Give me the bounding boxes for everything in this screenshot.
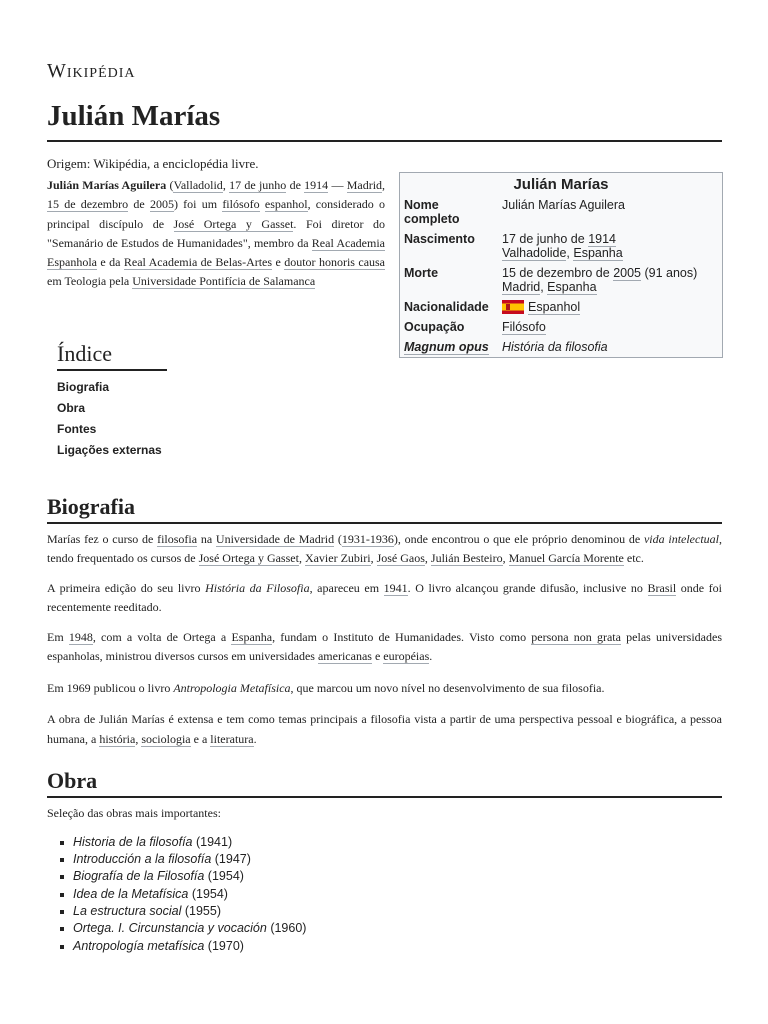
text: A primeira edição do seu livro: [47, 580, 206, 595]
infobox-value: [498, 263, 722, 297]
text: onde foi recentemente reeditado.: [47, 580, 722, 615]
link-madrid[interactable]: Madrid: [502, 280, 541, 294]
work-year: (1941): [192, 834, 233, 849]
list-item: [73, 868, 722, 885]
link-espanhol[interactable]: Espanhol: [528, 300, 581, 314]
infobox-row: [400, 337, 722, 357]
link-filosofo[interactable]: filósofo: [222, 197, 260, 212]
text: Em 1969 publicou o livro: [47, 680, 174, 695]
text: ,: [370, 551, 377, 566]
text: A obra de Julián Marías é extensa e tem como temas principais a filosofia vista a partir de uma perspectiva pessoal e biográfica, a pessoa humana, a: [47, 712, 722, 746]
link-valladolid[interactable]: Valladolid: [173, 178, 223, 192]
text: ,: [424, 551, 431, 566]
section-heading-biografia: Biografia: [47, 493, 722, 524]
subject-name: Julián Marías Aguilera: [47, 178, 167, 192]
link-persona-non-grata[interactable]: persona non grata: [531, 629, 621, 644]
text: (: [166, 178, 174, 192]
toc-heading: Índice: [57, 340, 167, 371]
spain-flag-icon: [502, 300, 524, 314]
link-literatura[interactable]: literatura: [210, 731, 254, 746]
text: ,: [540, 280, 548, 294]
work-year: (1954): [188, 886, 228, 901]
text: História da filosofia: [502, 340, 608, 354]
link-ortega[interactable]: José Ortega y Gasset: [173, 216, 294, 231]
text: —: [328, 178, 347, 192]
text: ,: [502, 551, 509, 566]
text: vida intelectual: [643, 531, 720, 546]
origin-note: Origem: Wikipédia, a enciclopédia livre.: [47, 156, 259, 171]
works-list: [47, 834, 722, 955]
obra-intro: Seleção das obras mais importantes:: [47, 806, 221, 821]
text: (: [334, 531, 342, 546]
text: , considerado o principal discípulo de: [47, 197, 386, 231]
wikipedia-logo[interactable]: Wikipédia: [47, 60, 136, 82]
infobox-key: [400, 337, 498, 357]
text: ,: [298, 551, 305, 566]
text: . Foi diretor do "Semanário de Estudos de Humanidades", membro da: [47, 216, 385, 250]
infobox-row: [400, 297, 722, 317]
list-item: [73, 903, 722, 920]
list-item: [73, 834, 722, 851]
link-espanha[interactable]: Espanha: [231, 629, 273, 644]
infobox-table: [400, 195, 722, 357]
text: ,: [382, 178, 386, 192]
link-magnum-opus[interactable]: Magnum opus: [404, 340, 489, 354]
text: Marías fez o curso de: [47, 531, 158, 546]
link-belas-artes[interactable]: Real Academia de Belas-Artes: [123, 255, 273, 270]
infobox-value: [498, 337, 722, 357]
toc-item-ligacoes-externas[interactable]: Ligações externas: [57, 442, 162, 457]
text: em Teologia pela: [47, 274, 133, 289]
link-1948[interactable]: 1948: [68, 629, 93, 644]
link-filosofia[interactable]: filosofia: [157, 531, 198, 546]
section-heading-obra: Obra: [47, 767, 722, 798]
list-item: [73, 920, 722, 937]
text: e a: [190, 731, 211, 746]
text: Em: [47, 629, 69, 644]
work-title: Ortega. I. Circunstancia y vocación: [73, 921, 267, 936]
biografia-paragraph-4: [47, 679, 722, 699]
link-ortega[interactable]: José Ortega y Gasset: [198, 551, 299, 566]
biografia-paragraph-2: [47, 579, 722, 618]
infobox-value: [498, 317, 722, 337]
text: ) foi um: [173, 197, 223, 212]
article-page: [47, 60, 722, 955]
toc-item-biografia[interactable]: Biografia: [57, 379, 110, 394]
work-title: Historia de la filosofía: [73, 834, 193, 849]
text: ), onde encontrou o que ele próprio denominou de: [393, 531, 644, 546]
text: 17 de junho de: [502, 232, 589, 246]
text: , tendo frequentado os cursos de: [47, 531, 723, 566]
text: Antropologia Metafísica: [173, 680, 291, 695]
link-death-year[interactable]: 2005: [149, 197, 174, 212]
text: ,: [222, 178, 230, 192]
link-espanha[interactable]: Espanha: [573, 246, 623, 260]
infobox-value: Julián Marías Aguilera: [502, 198, 625, 212]
link-birth-year[interactable]: 1914: [304, 178, 329, 192]
page-title: Julián Marías: [47, 96, 722, 142]
link-besteiro[interactable]: Julián Besteiro: [430, 551, 503, 566]
text: .: [429, 649, 433, 664]
work-year: (1947): [211, 852, 251, 867]
link-1914[interactable]: 1914: [588, 232, 617, 246]
text: História da Filosofia: [205, 580, 310, 595]
biografia-paragraph-5: [47, 710, 722, 749]
work-year: (1970): [204, 938, 244, 953]
work-title: Biografía de la Filosofía: [73, 869, 205, 884]
work-title: Introducción a la filosofía: [73, 852, 212, 867]
text: pelas universidades espanholas, ministrou diversos cursos em universidades: [47, 629, 722, 664]
work-year: (1955): [181, 903, 221, 918]
link-death-date[interactable]: 15 de dezembro: [47, 197, 129, 212]
work-title: La estructura social: [73, 903, 182, 918]
work-title: Antropología metafísica: [73, 938, 205, 953]
link-espanha[interactable]: Espanha: [547, 280, 597, 294]
infobox-key: Nascimento: [404, 232, 475, 246]
text: , fundam o Instituto de Humanidades. Visto como: [272, 629, 532, 644]
work-year: (1960): [266, 921, 307, 936]
link-valhadolide[interactable]: Valhadolide: [502, 246, 567, 260]
text: e: [371, 649, 384, 664]
link-americanas[interactable]: americanas: [317, 649, 372, 664]
text: e da: [97, 255, 124, 270]
list-item: [73, 938, 722, 955]
infobox-title: Julián Marías: [513, 176, 609, 193]
infobox-value: [498, 297, 722, 317]
infobox-key: Nome completo: [404, 198, 460, 226]
link-morente[interactable]: Manuel García Morente: [508, 551, 624, 566]
toc-list: [57, 377, 722, 461]
text: (91 anos): [641, 266, 698, 280]
toc-item-fontes[interactable]: Fontes: [57, 421, 97, 436]
text: e: [272, 255, 285, 270]
link-sociologia[interactable]: sociologia: [141, 731, 191, 746]
text: de: [286, 178, 305, 192]
infobox-key: Ocupação: [404, 320, 465, 334]
link-gaos[interactable]: José Gaos: [376, 551, 425, 566]
text: .: [253, 731, 257, 746]
text: 15 de dezembro de: [502, 266, 614, 280]
link-filosofo[interactable]: Filósofo: [502, 320, 546, 334]
biografia-paragraph-1: [47, 530, 722, 569]
link-universidade-madrid[interactable]: Universidade de Madrid: [215, 531, 335, 546]
toc-item-obra[interactable]: Obra: [57, 400, 86, 415]
work-title: Idea de la Metafísica: [73, 886, 189, 901]
infobox-value: [498, 229, 722, 263]
link-salamanca[interactable]: Universidade Pontifícia de Salamanca: [132, 274, 316, 289]
text: ,: [135, 731, 142, 746]
infobox-row: [400, 317, 722, 337]
link-europeias[interactable]: européias: [383, 649, 430, 664]
infobox-row: [400, 229, 722, 263]
infobox-key: Nacionalidade: [404, 300, 489, 314]
text: ,: [566, 246, 574, 260]
text: , apareceu em: [309, 580, 384, 595]
list-item: [73, 851, 722, 868]
link-brasil[interactable]: Brasil: [647, 580, 677, 595]
link-rae[interactable]: Real Academia Espanhola: [47, 235, 385, 270]
text: na: [197, 531, 216, 546]
lead-paragraph: [47, 176, 385, 292]
link-1941[interactable]: 1941: [383, 580, 408, 595]
text: de: [128, 197, 150, 212]
text: etc.: [623, 551, 644, 566]
link-historia[interactable]: história: [99, 731, 136, 746]
link-1931-1936[interactable]: 1931-1936: [341, 531, 394, 546]
text: , que marcou um novo nível no desenvolvimento de sua filosofia.: [290, 680, 605, 695]
infobox: [399, 172, 723, 358]
link-espanhol[interactable]: espanhol: [264, 197, 308, 212]
text: , com a volta de Ortega a: [92, 629, 232, 644]
infobox-row: [400, 195, 722, 229]
infobox-key: Morte: [404, 266, 439, 280]
biografia-paragraph-3: [47, 628, 722, 667]
link-2005[interactable]: 2005: [613, 266, 642, 280]
infobox-row: [400, 263, 722, 297]
link-birth-date[interactable]: 17 de junho: [229, 178, 287, 192]
text: . O livro alcançou grande difusão, inclusive no: [407, 580, 648, 595]
link-madrid[interactable]: Madrid: [346, 178, 383, 192]
link-honoris-causa[interactable]: doutor honoris causa: [284, 255, 386, 270]
link-zubiri[interactable]: Xavier Zubiri: [304, 551, 371, 566]
work-year: (1954): [204, 869, 244, 884]
list-item: [73, 886, 722, 903]
